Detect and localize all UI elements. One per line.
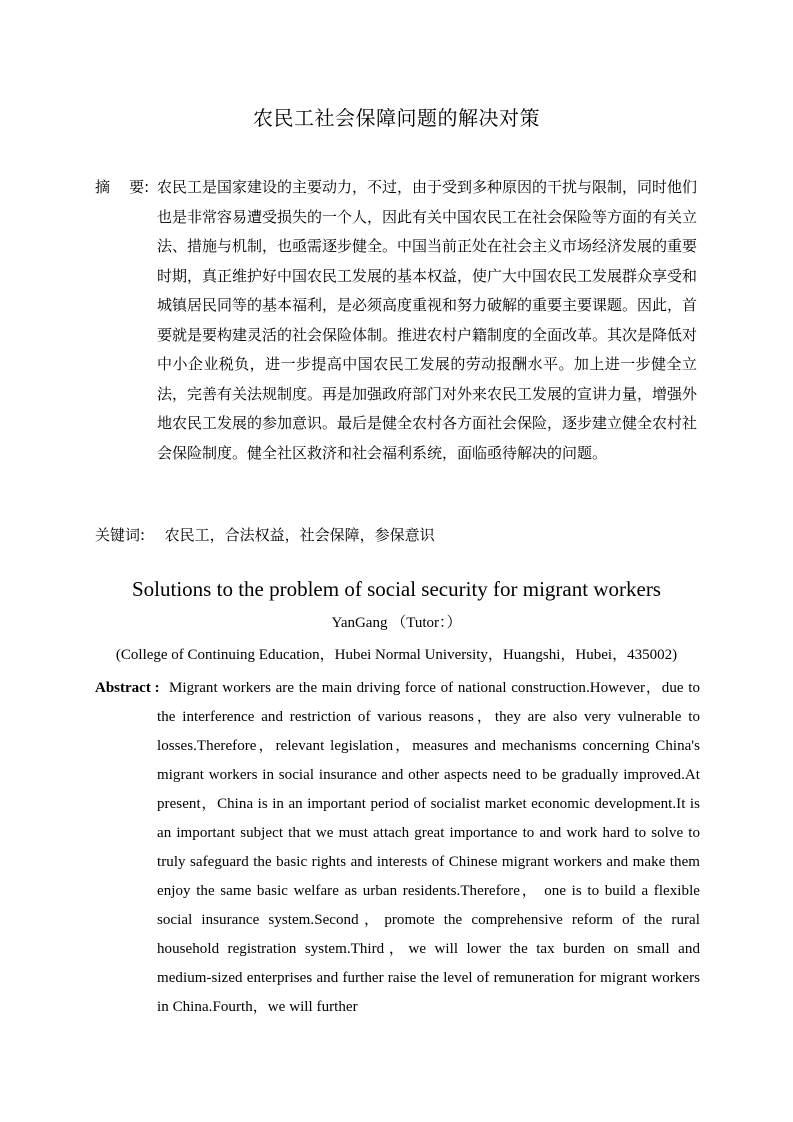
english-title: Solutions to the problem of social security for migrant workers <box>132 577 661 601</box>
chinese-keywords-text: 农民工，合法权益，社会保障，参保意识 <box>164 526 435 544</box>
chinese-keywords-label: 关键词: <box>95 526 146 544</box>
chinese-keywords <box>95 521 435 550</box>
english-abstract-body: Migrant workers are the main driving force of national construction.However，due to the interference and restriction of various reasons，they are also very vulnerable to losses.Therefore，relevant legislation，measures and mechanisms concerning China's migrant workers in social insurance and other aspects need to be gradually improved.At present，China is in an important period of socialist market economic development.It is an important subject that we must attach great importance to and work hard to solve to truly safeguard the basic rights and interests of Chinese migrant workers and make them enjoy the same basic welfare as urban residents.Therefore， one is to build a flexible social insurance system.Second，promote the comprehensive reform of the rural household registration system.Third，we will lower the tax burden on small and medium-sized enterprises and further raise the level of remuneration for migrant workers in China.Fourth，we will further <box>157 680 700 1015</box>
english-author: YanGang （Tutor：） <box>331 615 462 631</box>
english-abstract-label: Abstract : <box>95 680 160 696</box>
chinese-abstract-label: 摘 要: <box>95 178 150 196</box>
chinese-abstract-text: 农民工是国家建设的主要动力，不过，由于受到多种原因的干扰与限制，同时他们也是非常容易遭受损失的一个人，因此有关中国农民工在社会保险等方面的有关立法、措施与机制，也亟需逐步健全。中国当前正处在社会主义市场经济发展的重要时期，真正维护好中国农民工发展的基本权益，使广大中国农民工发展群众享受和城镇居民同等的基本福利，是必须高度重视和努力破解的重要主要课题。因此，首要就是要构建灵活的社会保险体制。推进农村户籍制度的全面改革。其次是降低对中小企业税负，进一步提高中国农民工发展的劳动报酬水平。加上进一步健全立法，完善有关法规制度。再是加强政府部门对外来农民工发展的宣讲力量，增强外地农民工发展的参加意识。最后是健全农村各方面社会保险，逐步建立健全农村社会保险制度。健全社区救济和社会福利系统，面临亟待解决的问题。 <box>157 178 698 462</box>
english-affiliation: (College of Continuing Education，Hubei Normal University，Huangshi，Hubei，435002) <box>115 647 678 663</box>
chinese-title: 农民工社会保障问题的解决对策 <box>253 106 540 130</box>
english-abstract-text <box>95 674 700 1022</box>
